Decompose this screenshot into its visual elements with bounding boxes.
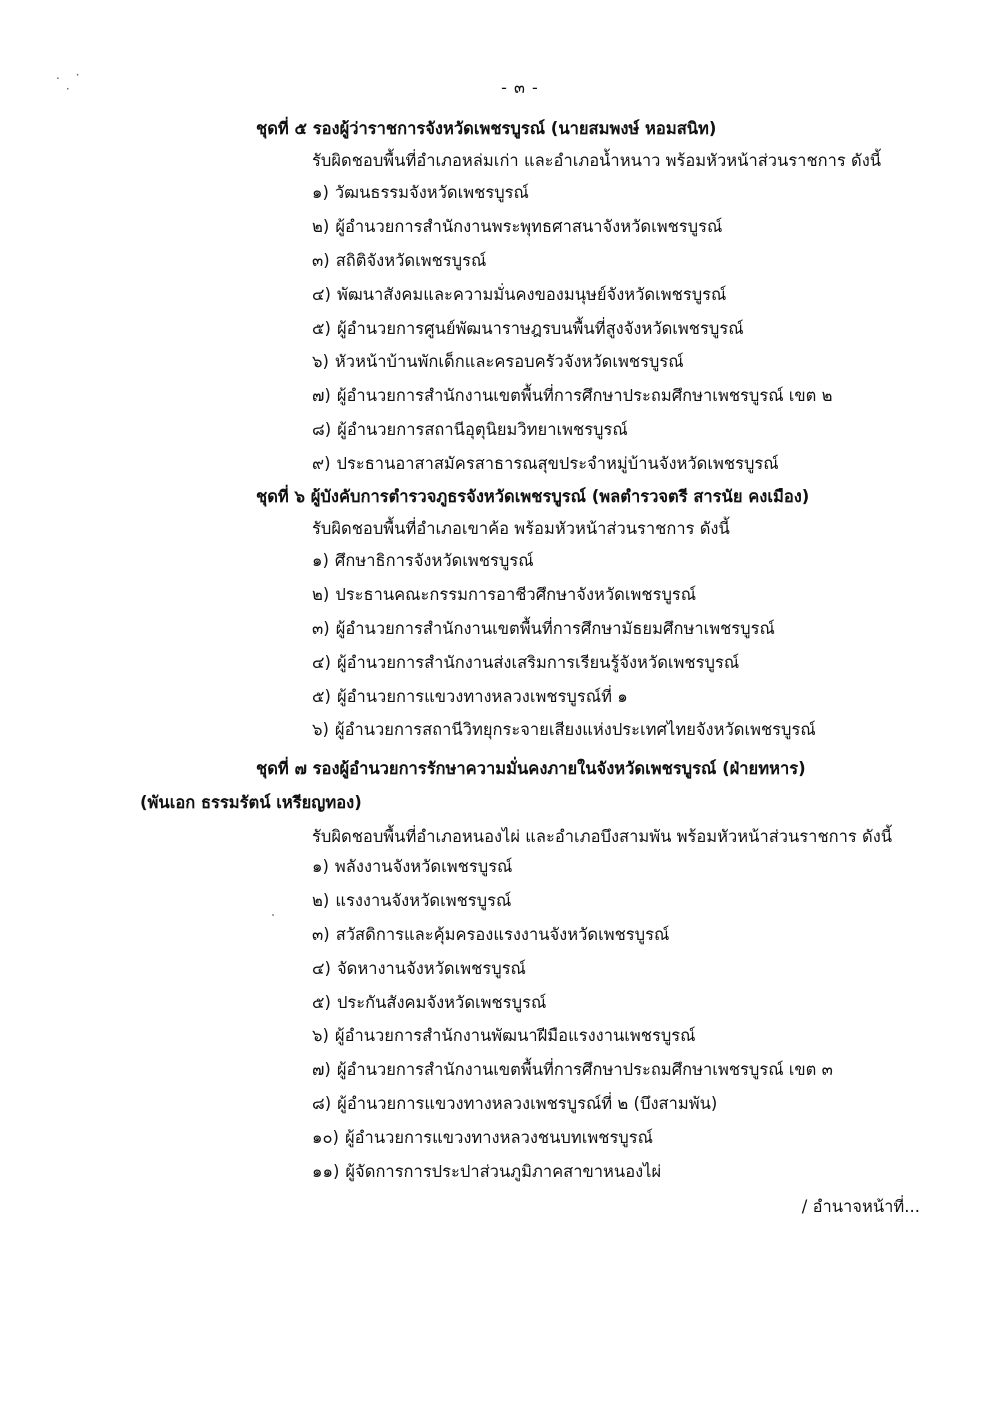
list-item: ๗) ผู้อำนวยการสำนักงานเขตพื้นที่การศึกษาประถมศึกษาเพชรบูรณ์ เขต ๓ [312,1060,833,1080]
list-item: ๓) สถิติจังหวัดเพชรบูรณ์ [312,250,487,270]
list-item: ๓) ผู้อำนวยการสำนักงานเขตพื้นที่การศึกษามัธยมศึกษาเพชรบูรณ์ [312,618,775,638]
list-item: ๖) หัวหน้าบ้านพักเด็กและครอบครัวจังหวัดเพชรบูรณ์ [312,352,684,372]
list-item: ๑) พลังงานจังหวัดเพชรบูรณ์ [312,857,513,876]
list-item: ๒) แรงงานจังหวัดเพชรบูรณ์ [312,890,512,910]
list-item: ๑๑) ผู้จัดการการประปาส่วนภูมิภาคสาขาหนองไผ่ [312,1162,662,1182]
list-item: ๓) สวัสดิการและคุ้มครองแรงงานจังหวัดเพชรบูรณ์ [312,924,670,944]
list-item: ๑) ศึกษาธิการจังหวัดเพชรบูรณ์ [312,551,534,570]
list-item: ๔) ผู้อำนวยการสำนักงานส่งเสริมการเรียนรู้จังหวัดเพชรบูรณ์ [312,652,740,672]
set-7-responsibility: รับผิดชอบพื้นที่อำเภอหนองไผ่ และอำเภอบึงสามพัน พร้อมหัวหน้าส่วนราชการ ดังนี้ [312,827,893,846]
set-7-item-list [312,850,833,1189]
list-item: ๔) พัฒนาสังคมและความมั่นคงของมนุษย์จังหวัดเพชรบูรณ์ [312,284,727,304]
set-5-responsibility: รับผิดชอบพื้นที่อำเภอหล่มเก่า และอำเภอน้ำหนาว พร้อมหัวหน้าส่วนราชการ ดังนี้ [312,151,882,170]
set-5-item-list [312,176,833,481]
list-item: ๕) ผู้อำนวยการแขวงทางหลวงเพชรบูรณ์ที่ ๑ [312,686,628,706]
page-number: - ๓ - [501,78,539,97]
set-6-heading: ชุดที่ ๖ ผู้บังคับการตำรวจภูธรจังหวัดเพชรบูรณ์ (พลตำรวจตรี สารนัย คงเมือง) [256,487,810,506]
scan-specks: . · · [56,68,86,96]
scan-speck [272,914,274,916]
set-7-heading: ชุดที่ ๗ รองผู้อำนวยการรักษาความมั่นคงภายในจังหวัดเพชรบูรณ์ (ฝ่ายทหาร) [256,759,806,778]
list-item: ๑๐) ผู้อำนวยการแขวงทางหลวงชนบทเพชรบูรณ์ [312,1128,653,1148]
list-item: ๕) ประกันสังคมจังหวัดเพชรบูรณ์ [312,992,547,1012]
list-item: ๖) ผู้อำนวยการสำนักงานพัฒนาฝีมือแรงงานเพชรบูรณ์ [312,1026,696,1046]
list-item: ๙) ประธานอาสาสมัครสาธารณสุขประจำหมู่บ้านจังหวัดเพชรบูรณ์ [312,454,779,474]
set-7-heading-continuation: (พันเอก ธรรมรัตน์ เหรียญทอง) [140,793,362,812]
list-item: ๕) ผู้อำนวยการศูนย์พัฒนาราษฎรบนพื้นที่สูงจังหวัดเพชรบูรณ์ [312,318,744,338]
list-item: ๖) ผู้อำนวยการสถานีวิทยุกระจายเสียงแห่งประเทศไทยจังหวัดเพชรบูรณ์ [312,720,816,740]
list-item: ๒) ผู้อำนวยการสำนักงานพระพุทธศาสนาจังหวัดเพชรบูรณ์ [312,216,723,236]
list-item: ๘) ผู้อำนวยการแขวงทางหลวงเพชรบูรณ์ที่ ๒ (บึงสามพัน) [312,1094,718,1114]
list-item: ๘) ผู้อำนวยการสถานีอุตุนิยมวิทยาเพชรบูรณ์ [312,420,628,440]
list-item: ๗) ผู้อำนวยการสำนักงานเขตพื้นที่การศึกษาประถมศึกษาเพชรบูรณ์ เขต ๒ [312,386,833,406]
set-6-item-list [312,544,816,747]
continuation-text: / อำนาจหน้าที่... [801,1197,920,1216]
list-item: ๑) วัฒนธรรมจังหวัดเพชรบูรณ์ [312,183,529,202]
set-5-heading: ชุดที่ ๕ รองผู้ว่าราชการจังหวัดเพชรบูรณ์ (นายสมพงษ์ หอมสนิท) [256,119,717,138]
list-item: ๔) จัดหางานจังหวัดเพชรบูรณ์ [312,958,526,978]
set-6-responsibility: รับผิดชอบพื้นที่อำเภอเขาค้อ พร้อมหัวหน้าส่วนราชการ ดังนี้ [312,519,730,538]
list-item: ๒) ประธานคณะกรรมการอาชีวศึกษาจังหวัดเพชรบูรณ์ [312,584,697,604]
